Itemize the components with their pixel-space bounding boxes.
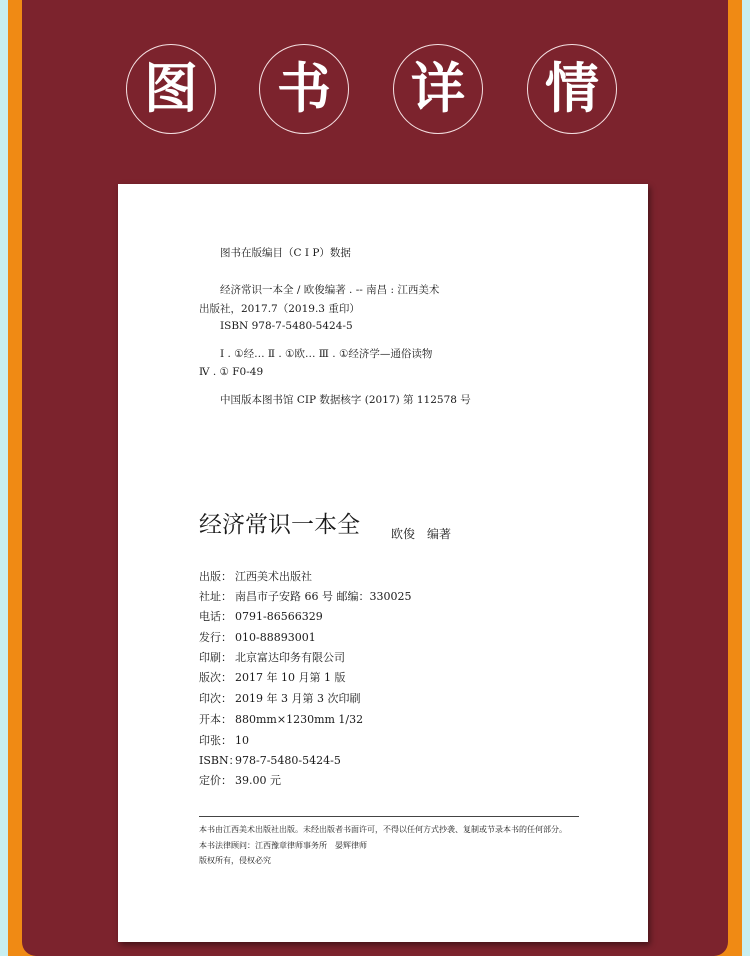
info-row	[199, 755, 341, 766]
info-key: ISBN：	[199, 754, 240, 767]
cip-line: 出版社，2017.7（2019.3 重印）	[199, 303, 360, 315]
title-char-circle	[126, 44, 216, 134]
info-key: 印刷：	[199, 651, 232, 664]
info-value: 010-88893001	[235, 631, 316, 644]
title-char-circle	[393, 44, 483, 134]
info-row	[199, 611, 323, 622]
section-title	[0, 44, 750, 136]
rights-reserved: 版权所有，侵权必究	[199, 856, 271, 865]
info-row	[199, 571, 312, 582]
cip-isbn: ISBN 978-7-5480-5424-5	[220, 320, 353, 332]
info-row	[199, 672, 345, 683]
info-key: 社址：	[199, 590, 232, 603]
book-author: 欧俊 编著	[391, 527, 452, 541]
info-key: 版次：	[199, 671, 232, 684]
cip-line: Ⅰ . ①经… Ⅱ . ①欧… Ⅲ . ①经济学—通俗读物	[220, 348, 433, 360]
cip-number: 中国版本图书馆 CIP 数据核字 (2017) 第 112578 号	[220, 394, 471, 406]
info-key: 定价：	[199, 774, 232, 787]
cip-line: 经济常识一本全 / 欧俊编著 . -- 南昌 : 江西美术	[220, 284, 440, 296]
title-char-circle	[259, 44, 349, 134]
info-value: 39.00 元	[235, 774, 281, 787]
info-value: 978-7-5480-5424-5	[235, 754, 341, 767]
title-char: 详	[411, 57, 465, 120]
info-value: 江西美术出版社	[235, 570, 312, 583]
book-title: 经济常识一本全	[199, 512, 360, 538]
info-row	[199, 632, 316, 643]
title-char: 书	[277, 57, 331, 120]
info-row	[199, 775, 281, 786]
copyright-notice: 本书由江西美术出版社出版。未经出版者书面许可，不得以任何方式抄袭、复制或节录本书的任何部分。	[199, 825, 567, 834]
title-char: 情	[545, 57, 599, 120]
info-row	[199, 693, 360, 704]
info-row	[199, 714, 363, 725]
info-value: 880mm×1230mm 1/32	[235, 713, 364, 726]
info-key: 出版：	[199, 570, 232, 583]
copyright-page	[118, 184, 648, 942]
info-key: 电话：	[199, 610, 232, 623]
info-row	[199, 652, 345, 663]
cip-line: Ⅳ . ① F0-49	[199, 366, 264, 378]
info-value: 0791-86566329	[235, 610, 323, 623]
info-value: 2017 年 10 月第 1 版	[235, 671, 346, 684]
cip-heading: 图书在版编目（C I P）数据	[220, 247, 351, 259]
info-key: 发行：	[199, 631, 232, 644]
info-value: 10	[235, 734, 249, 747]
info-row	[199, 591, 411, 602]
info-value: 南昌市子安路 66 号 邮编：330025	[235, 590, 412, 603]
title-char-circle	[527, 44, 617, 134]
info-value: 2019 年 3 月第 3 次印刷	[235, 692, 361, 705]
info-key: 印次：	[199, 692, 232, 705]
legal-counsel: 本书法律顾问：江西豫章律师事务所 晏辉律师	[199, 841, 367, 850]
info-row	[199, 735, 249, 746]
divider-line	[199, 816, 579, 817]
title-char: 图	[144, 57, 198, 120]
info-key: 开本：	[199, 713, 232, 726]
info-value: 北京富达印务有限公司	[235, 651, 345, 664]
info-key: 印张：	[199, 734, 232, 747]
